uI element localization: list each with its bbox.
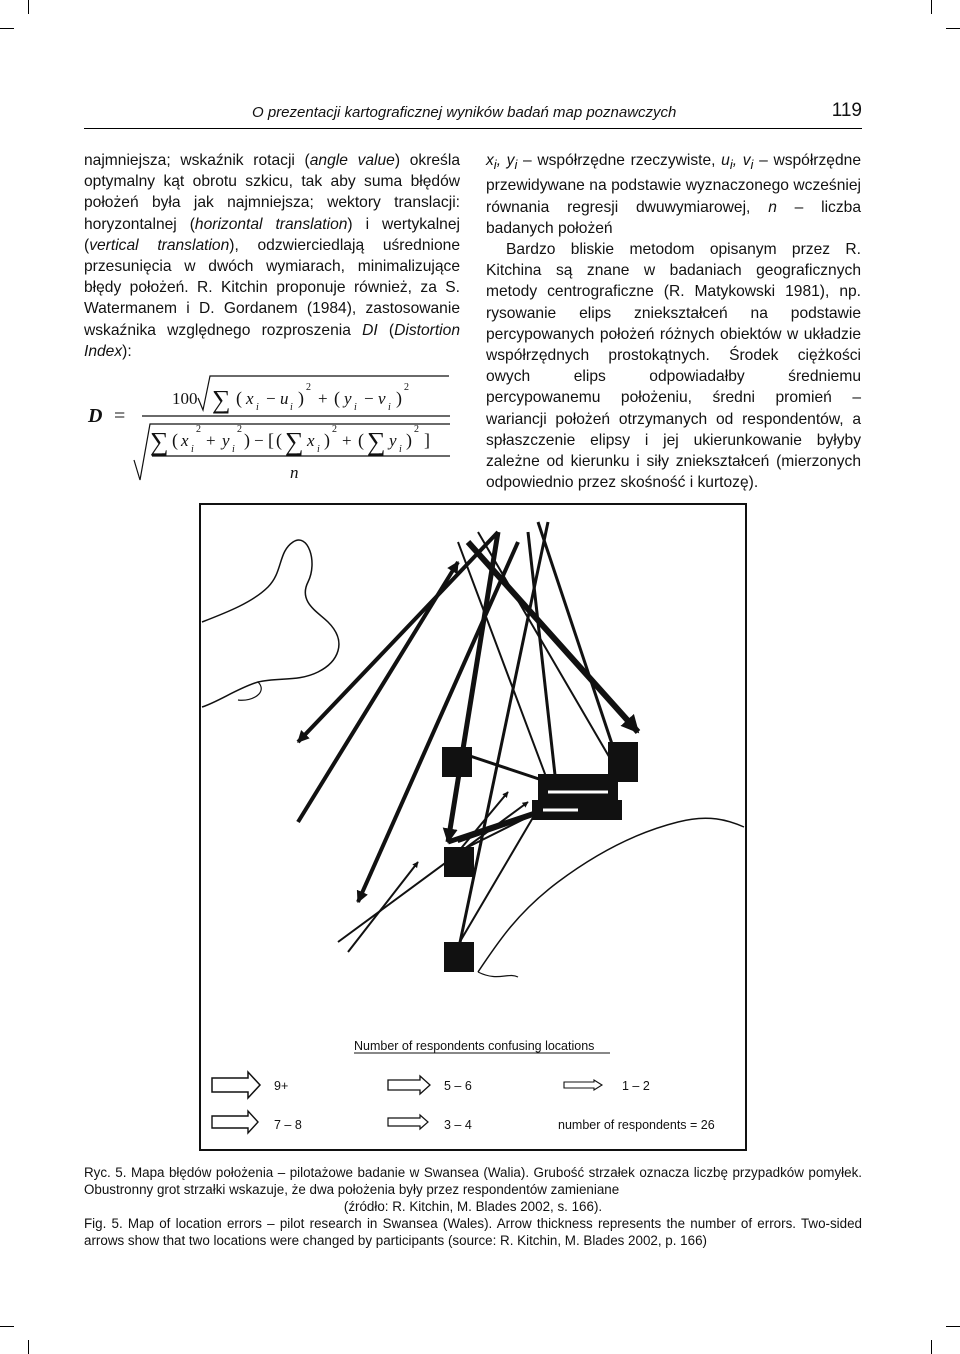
- crop-mark: [0, 28, 14, 29]
- formula-eq: =: [114, 405, 126, 427]
- crop-mark: [946, 1326, 960, 1327]
- svg-text:(: (: [236, 388, 242, 408]
- svg-text:): ): [406, 430, 412, 450]
- formula-coefficient: 100: [172, 389, 198, 408]
- svg-text:v: v: [378, 389, 386, 408]
- crop-mark: [28, 1340, 29, 1354]
- svg-text:2: 2: [404, 382, 409, 393]
- svg-text:n: n: [290, 463, 299, 482]
- svg-text:2: 2: [332, 424, 337, 435]
- header-rule: [84, 128, 862, 129]
- svg-text:): ): [324, 430, 330, 450]
- left-paragraph: najmniejsza; wskaźnik rotacji (angle value) określa optymalny kąt obrotu szkicu, tak aby suma błędów położeń była jak najmniejsza; wektory translacji: horyzontalnej (horizontal translation) i wertykalnej (vertical translation), odzwierciedlają uśrednione przesunięcia w dwóch wymiarach, minimalizujące błędy położeń. R. Kitchin proponuje również, za S. Watermanem i D. Gordanem (1984), zastosowanie wskaźnika względnego rozproszenia DI (Distortion Index):: [84, 152, 461, 360]
- svg-text:i: i: [388, 402, 391, 413]
- svg-text:): ): [244, 430, 250, 450]
- figure-caption-en: Fig. 5. Map of location errors – pilot research in Swansea (Wales). Arrow thickness represents the number of errors. Two-sided arrows show that two locations were changed by participants (source: R. Kitchin, M. Blades 2002, p. 166): [84, 1216, 862, 1248]
- svg-text:i: i: [354, 402, 357, 413]
- svg-text:x: x: [246, 389, 254, 408]
- svg-text:(: (: [334, 388, 340, 408]
- page-number: 119: [831, 100, 862, 121]
- svg-text:∑: ∑: [212, 385, 231, 414]
- svg-text:2: 2: [196, 424, 201, 435]
- svg-text:): ): [298, 388, 304, 408]
- svg-text:∑: ∑: [285, 427, 304, 456]
- svg-text:+: +: [318, 389, 328, 408]
- svg-text:i: i: [290, 402, 293, 413]
- svg-text:x: x: [181, 431, 189, 450]
- svg-text:i: i: [191, 444, 194, 455]
- svg-text:7 – 8: 7 – 8: [274, 1118, 302, 1132]
- svg-text:−: −: [254, 431, 264, 450]
- svg-text:[: [: [268, 430, 274, 450]
- right-column: [486, 150, 861, 493]
- svg-text:(: (: [358, 430, 364, 450]
- svg-text:i: i: [256, 402, 259, 413]
- svg-text:number of respondents = 26: number of respondents = 26: [558, 1118, 715, 1132]
- svg-text:y: y: [389, 431, 397, 450]
- figure-caption-pl: Ryc. 5. Mapa błędów położenia – pilotażowe badanie w Swansea (Walia). Grubość strzałek oznacza liczbę przypadków pomyłek. Obustronny grot strzałki wskazuje, że dwa położenia były przez respondentów zamieniane (źródło: R. Kitchin, M. Blades 2002, s. 166).: [84, 1165, 862, 1214]
- left-column: [84, 150, 460, 362]
- svg-text:−: −: [364, 389, 374, 408]
- svg-text:i: i: [232, 444, 235, 455]
- crop-mark: [931, 1340, 932, 1354]
- location-error-map-figure: [198, 502, 748, 1152]
- svg-text:2: 2: [306, 382, 311, 393]
- svg-text:∑: ∑: [367, 427, 386, 456]
- svg-text:2: 2: [414, 424, 419, 435]
- svg-text:x: x: [307, 431, 315, 450]
- crop-mark: [946, 28, 960, 29]
- distortion-index-formula: [84, 370, 464, 510]
- svg-text:3 – 4: 3 – 4: [444, 1118, 472, 1132]
- svg-text:i: i: [399, 444, 402, 455]
- crop-mark: [0, 1326, 14, 1327]
- right-paragraph: Bardzo bliskie metodom opisanym przez R. Kitchina są znane w badaniach geograficznych metody centrograficzne (R. Matykowski 1981), np. rysowanie elips zniekształceń na podstawie percypowanych położeń różnych obiektów w układzie współrzędnych prostokątnych. Środek ciężkości owych elips odpowiadałby średniemu percypowanemu położeniu, średni promień – wariancji położeń otrzymanych od respondentów, a spłaszczenie elipsy i jej ukierunkowanie byłyby zależne od kierunku i siły zniekształceń (mierzonych odpowiednio przez skośność i kurtozę).: [486, 240, 861, 492]
- svg-text:5 – 6: 5 – 6: [444, 1079, 472, 1093]
- svg-text:∑: ∑: [150, 427, 169, 456]
- variable-definitions: $x_i$, $y_i$ – współrzędne rzeczywiste, $u_i$, $v_i$ – współrzędne przewidywane na podstawie wyznaczonego wcześniej równania regresji dwuwymiarowej, n – liczba badanych położeń: [486, 152, 861, 237]
- crop-mark: [931, 0, 932, 14]
- svg-text:(: (: [172, 430, 178, 450]
- svg-text:+: +: [206, 431, 216, 450]
- svg-text:+: +: [342, 431, 352, 450]
- svg-text:u: u: [280, 389, 289, 408]
- svg-text:]: ]: [424, 430, 430, 450]
- legend-title: Number of respondents confusing locations: [354, 1039, 595, 1053]
- crop-mark: [28, 0, 29, 14]
- svg-text:1 – 2: 1 – 2: [622, 1079, 650, 1093]
- svg-text:): ): [396, 388, 402, 408]
- svg-text:(: (: [276, 430, 282, 450]
- formula-lhs: D: [88, 405, 103, 427]
- svg-text:i: i: [317, 444, 320, 455]
- svg-text:9+: 9+: [274, 1079, 289, 1093]
- svg-text:y: y: [222, 431, 230, 450]
- svg-text:y: y: [344, 389, 352, 408]
- svg-text:2: 2: [237, 424, 242, 435]
- running-header: O prezentacji kartograficznej wyników badań map poznawczych: [252, 104, 677, 121]
- svg-text:−: −: [266, 389, 276, 408]
